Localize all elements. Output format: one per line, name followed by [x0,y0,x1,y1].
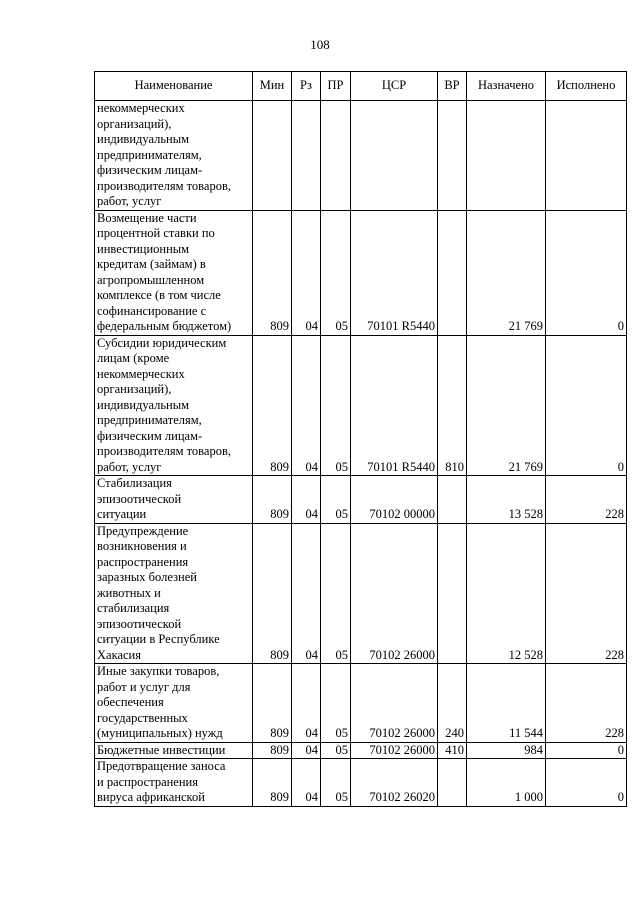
page-number: 108 [310,37,330,52]
row-executed: 228 [546,664,627,743]
row-csr: 70102 26000 [351,664,438,743]
row-rz: 04 [292,759,321,807]
row-vr [438,759,467,807]
table-header [95,72,627,101]
row-pr: 05 [321,335,351,476]
row-name: Иные закупки товаров, работ и услуг для обеспечения государственных (муниципальных) нужд [95,664,253,743]
row-min: 809 [253,742,292,759]
row-rz: 04 [292,210,321,335]
header-row [95,72,627,101]
row-name: Стабилизация эпизоотической ситуации [95,476,253,524]
row-rz: 04 [292,523,321,664]
header-executed: Исполнено [546,72,627,101]
row-name: Возмещение части процентной ставки по инвестиционным кредитам (займам) в агропромышленном комплексе (в том числе софинансирование с федеральным бюджетом) [95,210,253,335]
row-pr: 05 [321,664,351,743]
row-rz: 04 [292,664,321,743]
row-vr [438,476,467,524]
row-name: Предотвращение заноса и распространения вируса африканской [95,759,253,807]
row-pr: 05 [321,210,351,335]
row-min: 809 [253,523,292,664]
row-vr: 810 [438,335,467,476]
table-row [95,335,627,476]
table-row [95,759,627,807]
row-assigned: 21 769 [467,335,546,476]
row-csr [351,101,438,211]
row-vr [438,523,467,664]
budget-table [94,71,627,807]
row-csr: 70102 26000 [351,742,438,759]
row-min: 809 [253,476,292,524]
table-row [95,101,627,211]
table-row [95,476,627,524]
row-csr: 70101 R5440 [351,210,438,335]
header-min: Мин [253,72,292,101]
row-csr: 70101 R5440 [351,335,438,476]
row-csr: 70102 26000 [351,523,438,664]
header-csr: ЦСР [351,72,438,101]
row-rz: 04 [292,742,321,759]
table-row [95,523,627,664]
header-assigned: Назначено [467,72,546,101]
row-min: 809 [253,759,292,807]
row-pr: 05 [321,759,351,807]
row-executed: 0 [546,759,627,807]
table-row [95,210,627,335]
row-executed: 228 [546,523,627,664]
row-rz: 04 [292,476,321,524]
row-assigned: 13 528 [467,476,546,524]
row-assigned: 21 769 [467,210,546,335]
row-pr [321,101,351,211]
row-min [253,101,292,211]
row-min: 809 [253,210,292,335]
row-name: некоммерческих организаций), индивидуальным предпринимателям, физическим лицам- производителям товаров, работ, услуг [95,101,253,211]
row-pr: 05 [321,742,351,759]
header-name: Наименование [95,72,253,101]
row-executed: 0 [546,335,627,476]
row-assigned: 1 000 [467,759,546,807]
row-executed [546,101,627,211]
row-vr: 240 [438,664,467,743]
row-name: Бюджетные инвестиции [95,742,253,759]
row-name: Субсидии юридическим лицам (кроме некоммерческих организаций), индивидуальным предпринимателям, физическим лицам- производителям товаров, работ, услуг [95,335,253,476]
row-vr [438,210,467,335]
row-rz [292,101,321,211]
row-rz: 04 [292,335,321,476]
row-csr: 70102 26020 [351,759,438,807]
row-assigned [467,101,546,211]
row-csr: 70102 00000 [351,476,438,524]
row-executed: 228 [546,476,627,524]
table-row [95,742,627,759]
table-row [95,664,627,743]
row-pr: 05 [321,476,351,524]
header-vr: ВР [438,72,467,101]
header-rz: Рз [292,72,321,101]
table-body [95,101,627,807]
row-pr: 05 [321,523,351,664]
header-pr: ПР [321,72,351,101]
row-executed: 0 [546,210,627,335]
row-assigned: 11 544 [467,664,546,743]
row-vr [438,101,467,211]
row-assigned: 12 528 [467,523,546,664]
row-vr: 410 [438,742,467,759]
row-name: Предупреждение возникновения и распространения заразных болезней животных и стабилизация эпизоотической ситуации в Республике Хакасия [95,523,253,664]
row-assigned: 984 [467,742,546,759]
row-executed: 0 [546,742,627,759]
row-min: 809 [253,335,292,476]
row-min: 809 [253,664,292,743]
